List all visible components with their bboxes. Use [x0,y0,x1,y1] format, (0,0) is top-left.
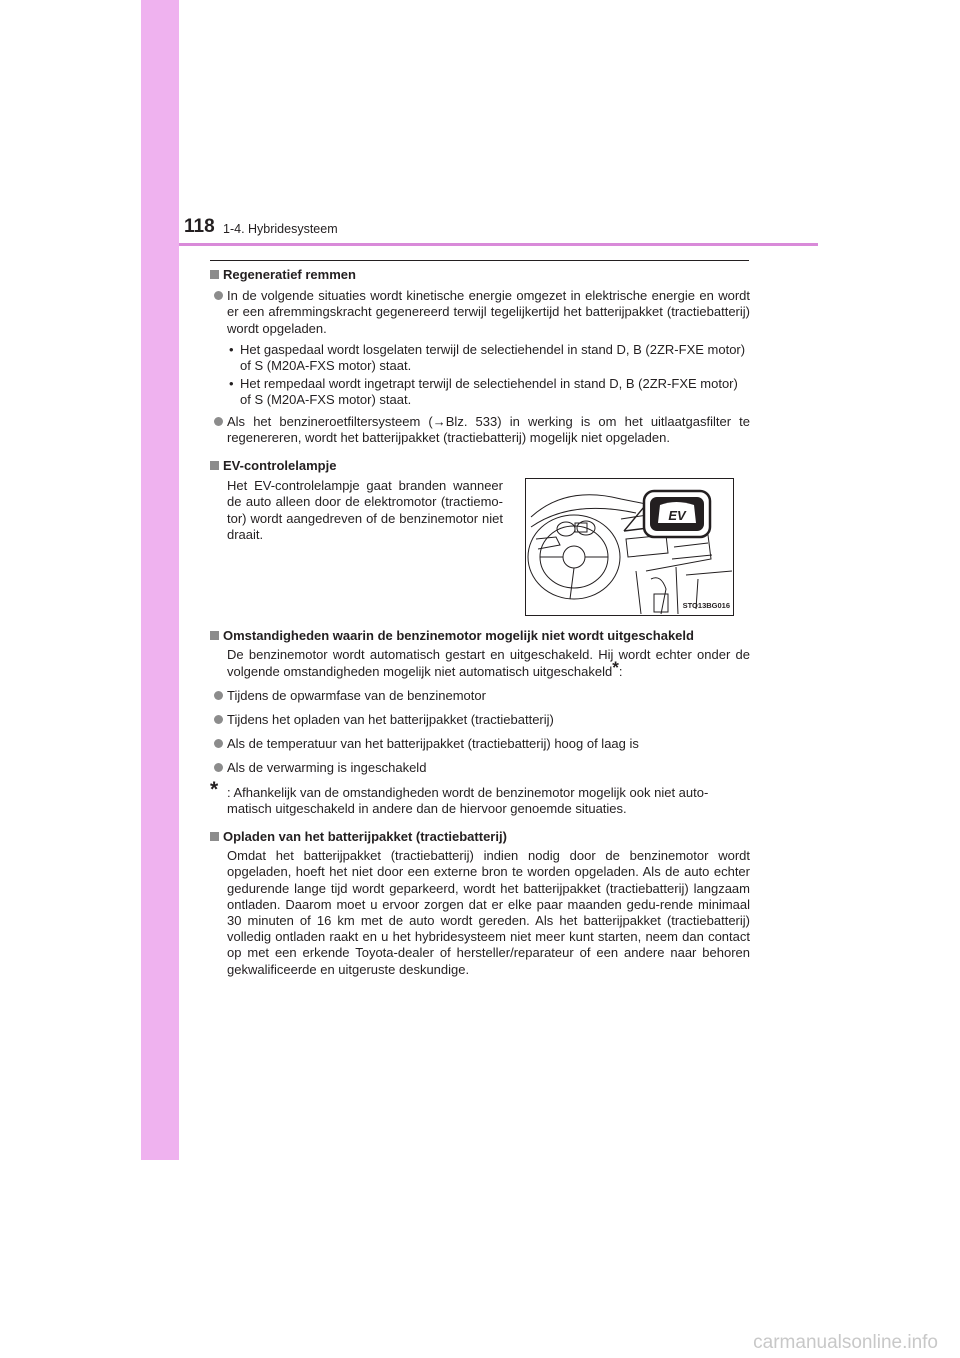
square-bullet-icon [210,832,219,841]
ev-lamp-label: EV [668,508,686,524]
sub-item-text: Het gaspedaal wordt losgelaten terwijl de selectiehendel in stand D, B (2ZR-FXE motor) of S (M20A-FXS motor) staat. [240,341,746,374]
square-bullet-icon [210,631,219,640]
footnote-asterisk: * [210,777,219,801]
ev-block [210,478,750,618]
bullet-text: Als het benzineroetfiltersysteem (→Blz. 533) in werking is om het uitlaatgasfilter te regenereren, wordt het batterijpakket (tractiebatterij) mogelijk niet opgeladen. [227,413,750,445]
round-bullet-icon [214,291,223,300]
section-title: 1-4. Hybridesysteem [223,222,338,236]
side-tab [141,0,179,1160]
paragraph [210,647,750,679]
header-line [179,243,818,246]
sub-list-item [210,342,750,374]
heading-ev-controlelampje [210,458,750,474]
heading-regeneratief-remmen [210,267,750,283]
page-number: 118 [184,216,215,237]
round-bullet-icon [214,739,223,748]
heading-omstandigheden [210,628,750,644]
round-bullet-icon [214,691,223,700]
square-bullet-icon [210,270,219,279]
figure-code: STO13BG016 [682,601,730,611]
sub-item-text: Het rempedaal wordt ingetrapt terwijl de selectiehendel in stand D, B (2ZR-FXE motor) of S (M20A-FXS motor) staat. [240,376,738,408]
heading-opladen [210,829,750,845]
heading-text: Omstandigheden waarin de benzinemotor mogelijk niet wordt uitgeschakeld [223,628,694,644]
heading-text: Opladen van het batterijpakket (tractiebatterij) [223,829,507,845]
asterisk-mark: * [612,657,619,677]
bullet-text: In de volgende situaties wordt kinetische energie omgezet in elektrische energie en wordt er een afremmingskracht gegenereerd terwijl tegelijkertijd het batterijpakket (tractiebatterij) wordt opgeladen. [227,288,750,336]
heading-text: EV-controlelampje [223,458,337,474]
bullet-text: Tijdens het opladen van het batterijpakket (tractiebatterij) [227,712,554,728]
footnote-text: : Afhankelijk van de omstandigheden wordt de benzinemotor mogelijk ook niet auto-matisch uitgeschakeld in andere dan de hiervoor genoemde situaties. [227,784,709,816]
list-item [210,688,750,704]
dashboard-illustration [525,478,734,616]
list-item [210,760,750,776]
bullet-text: Als de temperatuur van het batterijpakket (tractiebatterij) hoog of laag is [227,736,639,752]
small-bullet-icon: • [229,376,234,392]
intro-end: : [618,663,623,679]
list-item [210,288,750,337]
bullet-text: Als de verwarming is ingeschakeld [227,760,427,776]
bullet-text: Tijdens de opwarmfase van de benzinemotor [227,687,486,703]
paragraph: Omdat het batterijpakket (tractiebatterij) indien nodig door de benzinemotor wordt opgeladen, hoeft het niet door een externe bron te worden opgeladen. Als de auto echter gedurende lange tijd wordt geparkeerd, wordt het batterijpakket (tractiebatterij) langzaam ontladen. Daarom moet u ervoor zorgen dat er elke paar maanden gedu-rende minimaal 30 minuten of 16 km met de auto wordt gereden. Als het batterijpakket (tractiebatterij) volledig ontladen raakt en u het hybridesysteem niet meer kunt starten, neem dan contact op met een erkende Toyota-dealer of hersteller/reparateur of een andere naar behoren gekwalificeerde en uitgeruste deskundige. [227,848,750,977]
round-bullet-icon [214,763,223,772]
round-bullet-icon [214,715,223,724]
round-bullet-icon [214,417,223,426]
list-item [210,712,750,728]
footnote [210,777,750,817]
sub-list-item [210,376,750,408]
heading-text: Regeneratief remmen [223,267,356,282]
small-bullet-icon: • [229,341,234,357]
intro-text: De benzinemotor wordt automatisch gestart en uitgeschakeld. Hij wordt echter onder de volgende omstandigheden mogelijk niet automatisch uitgeschakeld [227,647,750,679]
page-content [210,267,750,978]
ev-description: Het EV-controlelampje gaat branden wanneer de auto alleen door de elektromotor (tractiemo-tor) wordt aangedreven of de benzinemotor niet draait. [227,478,503,542]
divider [210,260,749,261]
dashboard-drawing [526,479,733,615]
square-bullet-icon [210,461,219,470]
list-item [210,736,750,752]
list-item [210,414,750,446]
watermark: carmanualsonline.info [753,1332,938,1353]
